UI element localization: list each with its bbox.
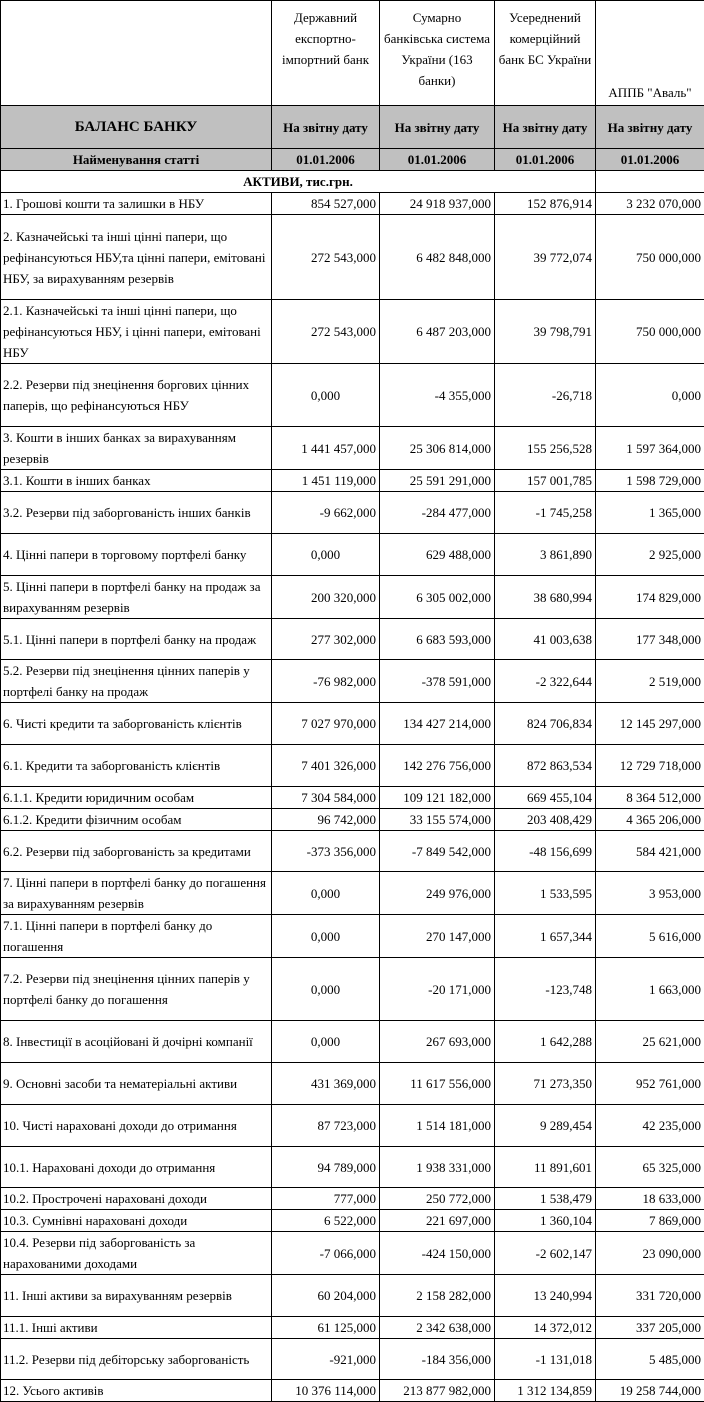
value-cell-col-1: 94 789,000	[272, 1147, 380, 1188]
value-cell-col-3: 1 657,344	[495, 915, 596, 958]
value-cell-col-3: 152 876,914	[495, 193, 596, 215]
value-cell-col-2: 267 693,000	[380, 1021, 495, 1063]
value-cell-col-2: 24 918 937,000	[380, 193, 495, 215]
row-label: 6.1.2. Кредити фізичним особам	[1, 809, 272, 831]
value-cell-col-1: 0,000	[272, 872, 380, 915]
value-cell-col-3: -123,748	[495, 958, 596, 1021]
row-label: 2.2. Резерви під знецінення боргових цінних паперів, що рефінансуються НБУ	[1, 364, 272, 427]
value-cell-col-3: 13 240,994	[495, 1275, 596, 1317]
value-cell-col-4: 3 232 070,000	[596, 193, 704, 215]
value-cell-col-1: 1 451 119,000	[272, 470, 380, 492]
table-row	[1, 1275, 704, 1317]
value-cell-col-2: -184 356,000	[380, 1339, 495, 1380]
value-cell-col-1: 87 723,000	[272, 1105, 380, 1147]
table-row	[1, 534, 704, 576]
value-cell-col-2: -424 150,000	[380, 1232, 495, 1275]
date-1: 01.01.2006	[272, 149, 380, 171]
value-cell-col-1: 0,000	[272, 1021, 380, 1063]
row-label: 10.2. Прострочені нараховані доходи	[1, 1188, 272, 1210]
value-cell-col-2: -7 849 542,000	[380, 831, 495, 872]
row-label: 3.1. Кошти в інших банках	[1, 470, 272, 492]
value-cell-col-4: 584 421,000	[596, 831, 704, 872]
value-cell-col-2: -378 591,000	[380, 660, 495, 703]
value-cell-col-4: 337 205,000	[596, 1317, 704, 1339]
report-date-label-1: На звітну дату	[272, 106, 380, 149]
value-cell-col-1: 1 441 457,000	[272, 427, 380, 470]
value-cell-col-4: 4 365 206,000	[596, 809, 704, 831]
value-cell-col-4: 3 953,000	[596, 872, 704, 915]
value-cell-col-3: -2 602,147	[495, 1232, 596, 1275]
table-row	[1, 809, 704, 831]
table-row	[1, 1105, 704, 1147]
row-label: 7. Цінні папери в портфелі банку до погашення за вирахуванням резервів	[1, 872, 272, 915]
value-cell-col-3: 38 680,994	[495, 576, 596, 619]
value-cell-col-4: 7 869,000	[596, 1210, 704, 1232]
row-label: 8. Інвестиції в асоційовані й дочірні компанії	[1, 1021, 272, 1063]
table-row	[1, 215, 704, 300]
table-row	[1, 427, 704, 470]
value-cell-col-1: -373 356,000	[272, 831, 380, 872]
value-cell-col-4: 2 925,000	[596, 534, 704, 576]
item-name-label: Найменування статті	[1, 149, 272, 171]
header-col-1: Державний експортно-імпортний банк	[272, 1, 380, 106]
value-cell-col-4: 18 633,000	[596, 1188, 704, 1210]
value-cell-col-2: 33 155 574,000	[380, 809, 495, 831]
value-cell-col-3: 203 408,429	[495, 809, 596, 831]
row-label: 5.1. Цінні папери в портфелі банку на продаж	[1, 619, 272, 660]
value-cell-col-3: 39 798,791	[495, 300, 596, 364]
table-row	[1, 787, 704, 809]
table-row	[1, 831, 704, 872]
value-cell-col-4: 5 485,000	[596, 1339, 704, 1380]
value-cell-col-2: 221 697,000	[380, 1210, 495, 1232]
table-row	[1, 703, 704, 745]
value-cell-col-4: 42 235,000	[596, 1105, 704, 1147]
header-empty-cell	[1, 1, 272, 106]
table-row	[1, 1380, 704, 1402]
table-row	[1, 1232, 704, 1275]
value-cell-col-4: 5 616,000	[596, 915, 704, 958]
row-label: 4. Цінні папери в торговому портфелі банку	[1, 534, 272, 576]
date-4: 01.01.2006	[596, 149, 704, 171]
value-cell-col-3: 41 003,638	[495, 619, 596, 660]
table-row	[1, 619, 704, 660]
row-label: 7.2. Резерви під знецінення цінних паперів у портфелі банку до погашення	[1, 958, 272, 1021]
date-3: 01.01.2006	[495, 149, 596, 171]
value-cell-col-2: -4 355,000	[380, 364, 495, 427]
value-cell-col-1: 96 742,000	[272, 809, 380, 831]
value-cell-col-4: 750 000,000	[596, 300, 704, 364]
value-cell-col-1: 7 304 584,000	[272, 787, 380, 809]
row-label: 2. Казначейські та інші цінні папери, що рефінансуються НБУ,та цінні папери, емітовані НБУ, за вирахуванням резервів	[1, 215, 272, 300]
value-cell-col-1: -76 982,000	[272, 660, 380, 703]
table-row	[1, 1021, 704, 1063]
value-cell-col-1: 777,000	[272, 1188, 380, 1210]
section-title: АКТИВИ, тис.грн.	[1, 171, 596, 193]
row-label: 7.1. Цінні папери в портфелі банку до погашення	[1, 915, 272, 958]
value-cell-col-3: -26,718	[495, 364, 596, 427]
row-label: 11.1. Інші активи	[1, 1317, 272, 1339]
row-label: 3. Кошти в інших банках за вирахуванням резервів	[1, 427, 272, 470]
row-label: 10.3. Сумнівні нараховані доходи	[1, 1210, 272, 1232]
value-cell-col-3: 71 273,350	[495, 1063, 596, 1105]
value-cell-col-1: 854 527,000	[272, 193, 380, 215]
value-cell-col-2: 6 482 848,000	[380, 215, 495, 300]
value-cell-col-1: 61 125,000	[272, 1317, 380, 1339]
value-cell-col-2: 142 276 756,000	[380, 745, 495, 787]
report-date-label-4: На звітну дату	[596, 106, 704, 149]
value-cell-col-1: 7 401 326,000	[272, 745, 380, 787]
value-cell-col-3: -48 156,699	[495, 831, 596, 872]
value-cell-col-1: -921,000	[272, 1339, 380, 1380]
value-cell-col-2: 134 427 214,000	[380, 703, 495, 745]
row-label: 6.1. Кредити та заборгованість клієнтів	[1, 745, 272, 787]
value-cell-col-3: 3 861,890	[495, 534, 596, 576]
value-cell-col-4: 1 663,000	[596, 958, 704, 1021]
date-row	[1, 149, 704, 171]
row-label: 6. Чисті кредити та заборгованість клієнтів	[1, 703, 272, 745]
table-row	[1, 872, 704, 915]
header-col-3: Усереднений комерційний банк БС України	[495, 1, 596, 106]
value-cell-col-2: 1 514 181,000	[380, 1105, 495, 1147]
value-cell-col-2: 270 147,000	[380, 915, 495, 958]
row-label: 6.1.1. Кредити юридичним особам	[1, 787, 272, 809]
row-label: 11. Інші активи за вирахуванням резервів	[1, 1275, 272, 1317]
row-label: 11.2. Резерви під дебіторську заборгованість	[1, 1339, 272, 1380]
value-cell-col-3: 1 312 134,859	[495, 1380, 596, 1402]
row-label: 10.1. Нараховані доходи до отримання	[1, 1147, 272, 1188]
row-label: 10. Чисті нараховані доходи до отримання	[1, 1105, 272, 1147]
value-cell-col-1: 0,000	[272, 958, 380, 1021]
value-cell-col-1: 0,000	[272, 915, 380, 958]
value-cell-col-1: 10 376 114,000	[272, 1380, 380, 1402]
table-row	[1, 1147, 704, 1188]
header-row	[1, 1, 704, 106]
value-cell-col-1: 6 522,000	[272, 1210, 380, 1232]
section-empty-cell	[596, 171, 704, 193]
value-cell-col-3: 872 863,534	[495, 745, 596, 787]
value-cell-col-4: 19 258 744,000	[596, 1380, 704, 1402]
value-cell-col-3: 9 289,454	[495, 1105, 596, 1147]
row-label: 6.2. Резерви під заборгованість за кредитами	[1, 831, 272, 872]
value-cell-col-3: 1 642,288	[495, 1021, 596, 1063]
table-row	[1, 300, 704, 364]
value-cell-col-1: 277 302,000	[272, 619, 380, 660]
table-row	[1, 576, 704, 619]
value-cell-col-3: 824 706,834	[495, 703, 596, 745]
value-cell-col-2: -284 477,000	[380, 492, 495, 534]
row-label: 9. Основні засоби та нематеріальні активи	[1, 1063, 272, 1105]
balance-title-row	[1, 106, 704, 149]
value-cell-col-2: -20 171,000	[380, 958, 495, 1021]
value-cell-col-2: 213 877 982,000	[380, 1380, 495, 1402]
value-cell-col-2: 25 591 291,000	[380, 470, 495, 492]
value-cell-col-2: 2 158 282,000	[380, 1275, 495, 1317]
value-cell-col-3: 157 001,785	[495, 470, 596, 492]
value-cell-col-4: 65 325,000	[596, 1147, 704, 1188]
value-cell-col-3: -2 322,644	[495, 660, 596, 703]
value-cell-col-4: 174 829,000	[596, 576, 704, 619]
value-cell-col-4: 2 519,000	[596, 660, 704, 703]
value-cell-col-1: 272 543,000	[272, 300, 380, 364]
value-cell-col-3: 155 256,528	[495, 427, 596, 470]
row-label: 5.2. Резерви під знецінення цінних паперів у портфелі банку на продаж	[1, 660, 272, 703]
table-row	[1, 660, 704, 703]
value-cell-col-4: 0,000	[596, 364, 704, 427]
value-cell-col-1: 7 027 970,000	[272, 703, 380, 745]
value-cell-col-1: 60 204,000	[272, 1275, 380, 1317]
value-cell-col-2: 6 487 203,000	[380, 300, 495, 364]
value-cell-col-4: 12 729 718,000	[596, 745, 704, 787]
table-row	[1, 958, 704, 1021]
row-label: 12. Усього активів	[1, 1380, 272, 1402]
value-cell-col-4: 1 598 729,000	[596, 470, 704, 492]
row-label: 5. Цінні папери в портфелі банку на продаж за вирахуванням резервів	[1, 576, 272, 619]
value-cell-col-4: 12 145 297,000	[596, 703, 704, 745]
row-label: 3.2. Резерви під заборгованість інших банків	[1, 492, 272, 534]
value-cell-col-4: 23 090,000	[596, 1232, 704, 1275]
header-col-4: АППБ "Аваль"	[596, 1, 704, 106]
section-row	[1, 171, 704, 193]
value-cell-col-4: 952 761,000	[596, 1063, 704, 1105]
balance-title: БАЛАНС БАНКУ	[1, 106, 272, 149]
value-cell-col-3: -1 745,258	[495, 492, 596, 534]
row-label: 2.1. Казначейські та інші цінні папери, що рефінансуються НБУ, і цінні папери, емітовані НБУ	[1, 300, 272, 364]
header-col-2: Сумарно банківська система України (163 банки)	[380, 1, 495, 106]
value-cell-col-3: 39 772,074	[495, 215, 596, 300]
value-cell-col-2: 2 342 638,000	[380, 1317, 495, 1339]
table-row	[1, 364, 704, 427]
value-cell-col-3: 11 891,601	[495, 1147, 596, 1188]
value-cell-col-1: 200 320,000	[272, 576, 380, 619]
value-cell-col-2: 6 305 002,000	[380, 576, 495, 619]
value-cell-col-3: 1 538,479	[495, 1188, 596, 1210]
value-cell-col-4: 1 365,000	[596, 492, 704, 534]
value-cell-col-2: 11 617 556,000	[380, 1063, 495, 1105]
table-row	[1, 193, 704, 215]
value-cell-col-3: 14 372,012	[495, 1317, 596, 1339]
value-cell-col-4: 8 364 512,000	[596, 787, 704, 809]
table-row	[1, 1063, 704, 1105]
table-row	[1, 1317, 704, 1339]
value-cell-col-2: 1 938 331,000	[380, 1147, 495, 1188]
value-cell-col-2: 629 488,000	[380, 534, 495, 576]
row-label: 1. Грошові кошти та залишки в НБУ	[1, 193, 272, 215]
value-cell-col-4: 1 597 364,000	[596, 427, 704, 470]
row-label: 10.4. Резерви під заборгованість за нарахованими доходами	[1, 1232, 272, 1275]
table-row	[1, 470, 704, 492]
value-cell-col-4: 331 720,000	[596, 1275, 704, 1317]
value-cell-col-3: -1 131,018	[495, 1339, 596, 1380]
value-cell-col-1: 272 543,000	[272, 215, 380, 300]
value-cell-col-2: 249 976,000	[380, 872, 495, 915]
value-cell-col-1: -7 066,000	[272, 1232, 380, 1275]
table-row	[1, 492, 704, 534]
value-cell-col-2: 109 121 182,000	[380, 787, 495, 809]
table-row	[1, 1339, 704, 1380]
value-cell-col-2: 25 306 814,000	[380, 427, 495, 470]
value-cell-col-2: 6 683 593,000	[380, 619, 495, 660]
value-cell-col-4: 750 000,000	[596, 215, 704, 300]
value-cell-col-1: 0,000	[272, 534, 380, 576]
value-cell-col-3: 1 360,104	[495, 1210, 596, 1232]
value-cell-col-1: 431 369,000	[272, 1063, 380, 1105]
table-row	[1, 745, 704, 787]
value-cell-col-1: -9 662,000	[272, 492, 380, 534]
table-row	[1, 1188, 704, 1210]
value-cell-col-3: 1 533,595	[495, 872, 596, 915]
value-cell-col-3: 669 455,104	[495, 787, 596, 809]
value-cell-col-1: 0,000	[272, 364, 380, 427]
table-row	[1, 915, 704, 958]
table-row	[1, 1210, 704, 1232]
report-date-label-3: На звітну дату	[495, 106, 596, 149]
date-2: 01.01.2006	[380, 149, 495, 171]
value-cell-col-2: 250 772,000	[380, 1188, 495, 1210]
report-date-label-2: На звітну дату	[380, 106, 495, 149]
value-cell-col-4: 25 621,000	[596, 1021, 704, 1063]
value-cell-col-4: 177 348,000	[596, 619, 704, 660]
